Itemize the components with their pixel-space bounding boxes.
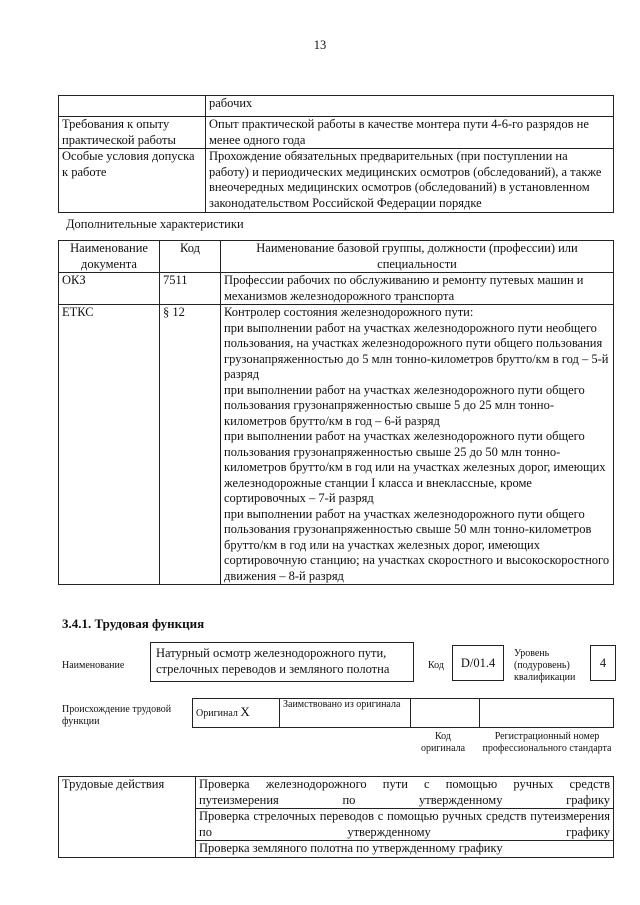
code-label: Код (428, 660, 444, 671)
original-mark: X (240, 704, 250, 719)
row-label: Особые условия допуска к работе (59, 149, 206, 213)
code-cell: 7511 (160, 273, 221, 305)
table-header-row (59, 241, 614, 273)
original-cell (193, 699, 280, 728)
doc-cell: ЕТКС (59, 305, 160, 585)
actions-table (58, 776, 614, 858)
borrowed-cell: Заимствовано из оригинала (280, 699, 411, 728)
row-value: Опыт практической работы в качестве монтера пути 4-6-го разрядов не менее одного года (206, 117, 614, 149)
row-label (59, 96, 206, 117)
column-header: Наименование документа (59, 241, 160, 273)
reg-number-cell (480, 699, 614, 728)
page-number: 13 (313, 38, 327, 52)
table-row (59, 149, 614, 213)
name-cell: Контролер состояния железнодорожного пути: при выполнении работ на участках железнодорожного пути необщего пользования, на участках железнодорожного пути общего пользования грузонапряженностью до 5 млн тонно-километров брутто/км в год – 5-й разряд при выполнении работ на участках железнодорожного пути общего пользования грузонапряженностью свыше 5 до 25 млн тонно-километров брутто/км в год – 6-й разряд при выполнении работ на участках железнодорожного пути общего пользования грузонапряженностью свыше 25 до 50 млн тонно-километров брутто/км в год или на участках железных дорог, имеющих железнодорожные станции I класса и внеклассные, кроме сортировочных – 7-й разряд при выполнении работ на участках железнодорожного пути общего пользования грузонапряженностью свыше 50 млн тонно-километров брутто/км в год или на участках железных дорог, имеющих сортировочную станцию; на участках скоростного и высокоскоростного движения – 8-й разряд (221, 305, 614, 585)
reg-number-label: Регистрационный номер профессионального стандарта (482, 731, 612, 754)
column-header: Наименование базовой группы, должности (профессии) или специальности (221, 241, 614, 273)
code-original-label: Код оригинала (420, 731, 466, 754)
origin-label: Происхождение трудовой функции (62, 704, 172, 727)
extra-characteristics-table (58, 240, 614, 585)
action-item: Проверка земляного полотна по утвержденному графику (196, 841, 614, 858)
level-value: 4 (599, 656, 607, 670)
code-original-cell (411, 699, 480, 728)
table-row (59, 305, 614, 585)
table-row (59, 273, 614, 305)
row-value: рабочих (206, 96, 614, 117)
code-cell: § 12 (160, 305, 221, 585)
doc-cell: ОКЗ (59, 273, 160, 305)
table-row (59, 117, 614, 149)
function-name-box (150, 642, 414, 682)
name-cell: Профессии рабочих по обслуживанию и ремонту путевых машин и механизмов железнодорожного транспорта (221, 273, 614, 305)
section-heading: 3.4.1. Трудовая функция (62, 616, 205, 631)
extra-characteristics-title: Дополнительные характеристики (66, 217, 244, 231)
action-item: Проверка стрелочных переводов с помощью ручных средств путеизмерения по утвержденному графику (196, 809, 614, 841)
table-row (59, 777, 614, 809)
column-header: Код (160, 241, 221, 273)
function-code-value: D/01.4 (460, 656, 496, 670)
row-label: Требования к опыту практической работы (59, 117, 206, 149)
table-row (59, 96, 614, 117)
level-label: Уровень (подуровень) квалификации (514, 648, 576, 683)
original-label: Оригинал (196, 708, 238, 719)
function-name-value: Натурный осмотр железнодорожного пути, стрелочных переводов и земляного полотна (156, 646, 390, 676)
origin-table (192, 698, 614, 728)
level-box (590, 645, 616, 681)
requirements-table (58, 95, 614, 213)
action-item: Проверка железнодорожного пути с помощью ручных средств путеизмерения по утвержденному графику (196, 777, 614, 809)
name-label: Наименование (62, 660, 125, 671)
actions-label: Трудовые действия (59, 777, 196, 858)
function-code-box (452, 645, 504, 681)
row-value: Прохождение обязательных предварительных (при поступлении на работу) и периодических медицинских осмотров (обследований), а также внеочередных медицинских осмотров (обследований) в установленном законодательством Российской Федерации порядке (206, 149, 614, 213)
